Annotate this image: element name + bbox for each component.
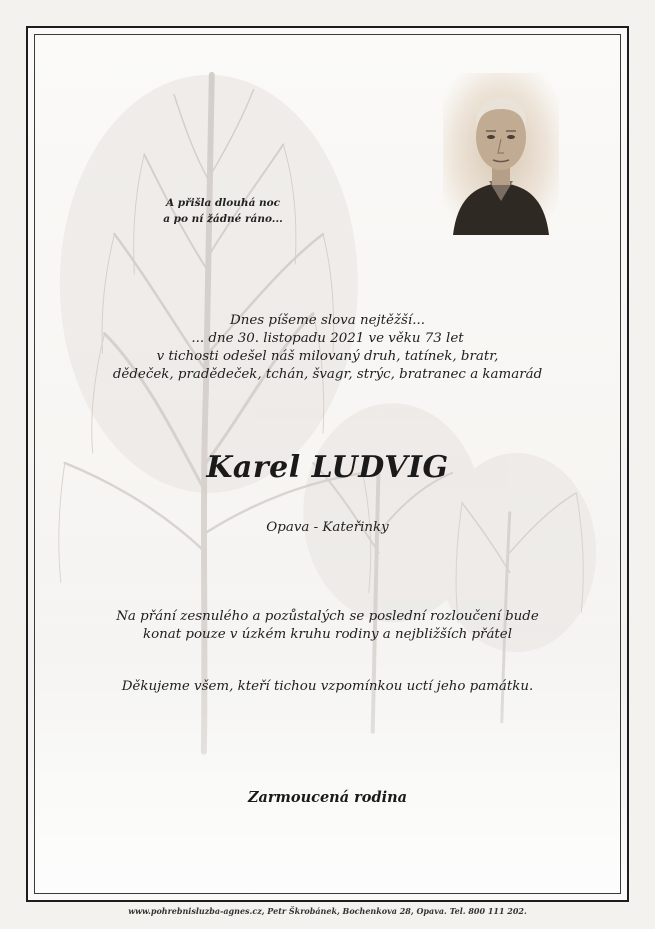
farewell-info <box>35 608 620 644</box>
portrait-icon <box>443 73 559 235</box>
inner-frame <box>34 34 621 894</box>
announcement-line-2: ... dne 30. listopadu 2021 ve věku 73 let <box>191 331 464 346</box>
announcement-line-4: dědeček, pradědeček, tchán, švagr, strýc, bratranec a kamarád <box>112 367 543 382</box>
funeral-service-footer: www.pohrebnisluzba-agnes.cz, Petr Škrobánek, Bochenkova 28, Opava. Tel. 800 111 202. <box>128 906 527 916</box>
motto-line-1: A přišla dlouhá noc <box>165 197 281 209</box>
portrait-photo <box>443 73 559 235</box>
thanks-text: Děkujeme všem, kteří tichou vzpomínkou uctí jeho památku. <box>121 679 534 694</box>
announcement-line-3: v tichosti odešel náš milovaný druh, tatínek, bratr, <box>156 349 499 364</box>
farewell-line-1: Na přání zesnulého a pozůstalých se poslední rozloučení bude <box>116 609 539 624</box>
family-signature: Zarmoucená rodina <box>247 789 408 806</box>
announcement-text <box>35 312 620 384</box>
motto-line-2: a po ní žádné ráno... <box>163 213 283 225</box>
farewell-line-2: konat pouze v úzkém kruhu rodiny a nejbližších přátel <box>142 627 513 642</box>
deceased-name: Karel LUDVIG <box>206 450 449 485</box>
residence-place: Opava - Kateřinky <box>266 520 389 535</box>
obituary-card <box>26 26 629 902</box>
motto-verse <box>143 195 303 227</box>
announcement-line-1: Dnes píšeme slova nejtěžší... <box>230 313 425 328</box>
